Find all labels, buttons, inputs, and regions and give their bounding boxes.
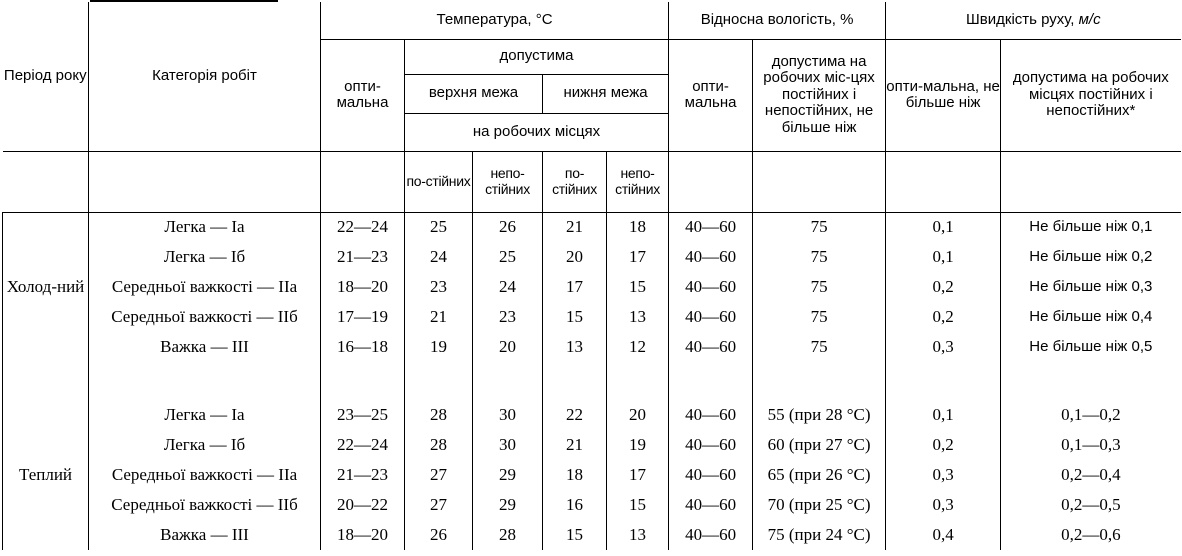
temp-optimal: 21—23 <box>321 242 405 272</box>
header-spacer <box>321 151 405 212</box>
speed-permissible: 0,1—0,2 <box>1001 400 1181 430</box>
humidity-permissible: 65 (при 26 °С) <box>753 460 886 490</box>
speed-permissible: Не більше ніж 0,4 <box>1001 302 1181 332</box>
temp-lower-permanent: 18 <box>543 460 607 490</box>
humidity-permissible: 55 (при 28 °С) <box>753 400 886 430</box>
speed-optimal: 0,2 <box>886 430 1001 460</box>
speed-optimal: 0,3 <box>886 460 1001 490</box>
speed-permissible: 0,2—0,4 <box>1001 460 1181 490</box>
header-spacer <box>886 151 1001 212</box>
temp-optimal: 16—18 <box>321 332 405 362</box>
header-humidity: Відносна вологість, % <box>669 2 886 39</box>
temp-lower-nonpermanent: 15 <box>607 490 669 520</box>
humidity-permissible: 75 <box>753 332 886 362</box>
speed-optimal: 0,3 <box>886 332 1001 362</box>
work-category: Легка — Іа <box>89 400 321 430</box>
table-row <box>3 490 1181 520</box>
temp-lower-nonpermanent: 15 <box>607 272 669 302</box>
speed-permissible: Не більше ніж 0,5 <box>1001 332 1181 362</box>
work-category: Середньої важкості — ІІа <box>89 272 321 302</box>
speed-permissible: Не більше ніж 0,3 <box>1001 272 1181 302</box>
work-category: Легка — Іб <box>89 242 321 272</box>
temp-upper-nonpermanent: 24 <box>473 272 543 302</box>
work-category: Важка — ІІІ <box>89 332 321 362</box>
speed-permissible: 0,2—0,6 <box>1001 520 1181 550</box>
humidity-optimal: 40—60 <box>669 430 753 460</box>
period-label: Теплий <box>3 400 89 550</box>
temp-upper-permanent: 24 <box>405 242 473 272</box>
temp-lower-permanent: 20 <box>543 242 607 272</box>
header-period: Період року <box>3 2 89 151</box>
header-lower-permanent: по-стійних <box>543 151 607 212</box>
temp-upper-nonpermanent: 28 <box>473 520 543 550</box>
temp-upper-permanent: 19 <box>405 332 473 362</box>
microclimate-norms-table <box>2 2 1181 550</box>
table-row <box>3 302 1181 332</box>
table-row <box>3 430 1181 460</box>
temp-lower-permanent: 17 <box>543 272 607 302</box>
header-temp-optimal: опти-мальна <box>321 39 405 151</box>
humidity-optimal: 40—60 <box>669 332 753 362</box>
warm-period-section <box>3 400 1181 550</box>
temp-upper-permanent: 21 <box>405 302 473 332</box>
speed-optimal: 0,2 <box>886 272 1001 302</box>
table-row <box>3 332 1181 362</box>
temp-upper-nonpermanent: 29 <box>473 460 543 490</box>
temp-upper-nonpermanent: 26 <box>473 212 543 242</box>
temp-upper-nonpermanent: 25 <box>473 242 543 272</box>
cold-period-section <box>3 212 1181 362</box>
work-category: Легка — Іб <box>89 430 321 460</box>
header-speed <box>886 2 1181 39</box>
work-category: Легка — Іа <box>89 212 321 242</box>
speed-optimal: 0,4 <box>886 520 1001 550</box>
table-row <box>3 242 1181 272</box>
humidity-optimal: 40—60 <box>669 212 753 242</box>
temp-lower-permanent: 15 <box>543 520 607 550</box>
temp-upper-permanent: 23 <box>405 272 473 302</box>
header-spacer <box>1001 151 1181 212</box>
temp-lower-permanent: 21 <box>543 212 607 242</box>
speed-optimal: 0,3 <box>886 490 1001 520</box>
header-speed-permissible: допустима на робочих місцях постійних і непостійних* <box>1001 39 1181 151</box>
temp-lower-nonpermanent: 13 <box>607 520 669 550</box>
table-row <box>3 400 1181 430</box>
humidity-permissible: 70 (при 25 °С) <box>753 490 886 520</box>
header-lower-nonpermanent: непо-стійних <box>607 151 669 212</box>
speed-optimal: 0,1 <box>886 212 1001 242</box>
speed-optimal: 0,1 <box>886 400 1001 430</box>
header-speed-optimal: опти-мальна, не більше ніж <box>886 39 1001 151</box>
temp-optimal: 23—25 <box>321 400 405 430</box>
work-category: Середньої важкості — ІІа <box>89 460 321 490</box>
speed-permissible: 0,2—0,5 <box>1001 490 1181 520</box>
temp-lower-permanent: 22 <box>543 400 607 430</box>
humidity-optimal: 40—60 <box>669 272 753 302</box>
header-humidity-optimal: опти-мальна <box>669 39 753 151</box>
speed-permissible: Не більше ніж 0,2 <box>1001 242 1181 272</box>
humidity-optimal: 40—60 <box>669 490 753 520</box>
temp-upper-permanent: 26 <box>405 520 473 550</box>
speed-permissible: Не більше ніж 0,1 <box>1001 212 1181 242</box>
table-header <box>3 2 1181 212</box>
header-upper-nonpermanent: непо-стійних <box>473 151 543 212</box>
humidity-permissible: 75 (при 24 °С) <box>753 520 886 550</box>
temp-upper-nonpermanent: 30 <box>473 430 543 460</box>
temp-optimal: 18—20 <box>321 272 405 302</box>
temp-optimal: 21—23 <box>321 460 405 490</box>
header-at-workplaces: на робочих місцях <box>405 113 669 151</box>
temp-upper-permanent: 27 <box>405 460 473 490</box>
humidity-permissible: 75 <box>753 212 886 242</box>
header-spacer <box>89 151 321 212</box>
temp-optimal: 22—24 <box>321 212 405 242</box>
temp-lower-nonpermanent: 12 <box>607 332 669 362</box>
header-speed-label: Швидкість руху, <box>966 11 1075 28</box>
header-spacer <box>669 151 753 212</box>
temp-lower-nonpermanent: 20 <box>607 400 669 430</box>
temp-upper-permanent: 28 <box>405 430 473 460</box>
humidity-optimal: 40—60 <box>669 242 753 272</box>
temp-upper-permanent: 28 <box>405 400 473 430</box>
temp-upper-nonpermanent: 23 <box>473 302 543 332</box>
header-humidity-permissible: допустима на робочих міс-цях постійних і непостійних, не більше ніж <box>753 39 886 151</box>
work-category: Середньої важкості — ІІб <box>89 490 321 520</box>
humidity-permissible: 75 <box>753 302 886 332</box>
work-category: Середньої важкості — ІІб <box>89 302 321 332</box>
section-gap <box>3 362 1181 400</box>
table-row <box>3 520 1181 550</box>
temp-optimal: 17—19 <box>321 302 405 332</box>
speed-optimal: 0,2 <box>886 302 1001 332</box>
temp-lower-nonpermanent: 17 <box>607 460 669 490</box>
temp-optimal: 18—20 <box>321 520 405 550</box>
humidity-optimal: 40—60 <box>669 460 753 490</box>
header-temp-permissible: допустима <box>405 39 669 74</box>
temp-upper-permanent: 27 <box>405 490 473 520</box>
temp-upper-nonpermanent: 29 <box>473 490 543 520</box>
humidity-permissible: 60 (при 27 °С) <box>753 430 886 460</box>
table-row <box>3 272 1181 302</box>
table-row <box>3 460 1181 490</box>
temp-lower-permanent: 21 <box>543 430 607 460</box>
humidity-optimal: 40—60 <box>669 302 753 332</box>
temp-optimal: 22—24 <box>321 430 405 460</box>
temp-lower-nonpermanent: 18 <box>607 212 669 242</box>
speed-optimal: 0,1 <box>886 242 1001 272</box>
temp-upper-nonpermanent: 20 <box>473 332 543 362</box>
humidity-optimal: 40—60 <box>669 400 753 430</box>
header-speed-unit: м/с <box>1078 11 1101 28</box>
header-spacer <box>3 151 89 212</box>
header-upper-limit: верхня межа <box>405 74 543 113</box>
temp-lower-nonpermanent: 19 <box>607 430 669 460</box>
speed-permissible: 0,1—0,3 <box>1001 430 1181 460</box>
temp-lower-permanent: 16 <box>543 490 607 520</box>
header-lower-limit: нижня межа <box>543 74 669 113</box>
header-temperature: Температура, °С <box>321 2 669 39</box>
temp-lower-nonpermanent: 13 <box>607 302 669 332</box>
header-spacer <box>753 151 886 212</box>
work-category: Важка — ІІІ <box>89 520 321 550</box>
temp-lower-nonpermanent: 17 <box>607 242 669 272</box>
humidity-permissible: 75 <box>753 242 886 272</box>
temp-upper-permanent: 25 <box>405 212 473 242</box>
temp-optimal: 20—22 <box>321 490 405 520</box>
temp-lower-permanent: 15 <box>543 302 607 332</box>
temp-upper-nonpermanent: 30 <box>473 400 543 430</box>
humidity-optimal: 40—60 <box>669 520 753 550</box>
period-label: Холод-ний <box>3 212 89 362</box>
humidity-permissible: 75 <box>753 272 886 302</box>
header-upper-permanent: по-стійних <box>405 151 473 212</box>
header-category: Категорія робіт <box>89 2 321 151</box>
table-row <box>3 212 1181 242</box>
temp-lower-permanent: 13 <box>543 332 607 362</box>
